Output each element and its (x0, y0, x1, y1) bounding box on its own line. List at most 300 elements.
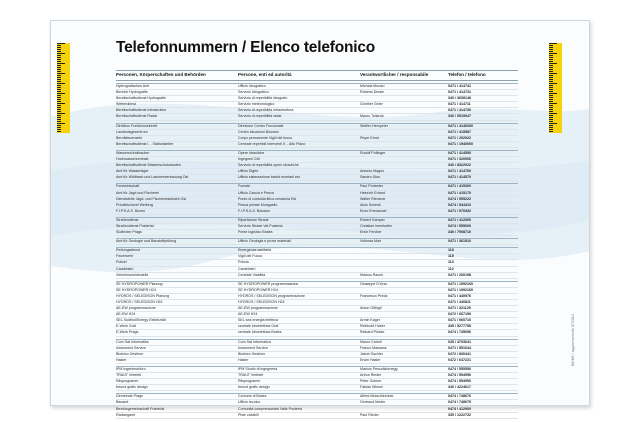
cell-entity: HYDROS / SELEDISON programmazione (238, 293, 305, 298)
ruler-tick (57, 77, 61, 78)
cell-phone: 0471 / 440976 (448, 293, 471, 298)
table-row (116, 413, 518, 419)
ruler-tick (549, 103, 557, 104)
table-row (116, 175, 518, 181)
side-note: BIKNE / aggiornamento 07/2013 (571, 314, 575, 366)
cell-responsible: Peyer Ernst (360, 135, 379, 140)
cell-entity: IPM Studio di ingegneria (238, 366, 278, 371)
cell-person: Südtiroler Prags (116, 230, 142, 235)
cell-person: E-Werk Prags (116, 330, 139, 335)
cell-responsible: Markus Rauch (360, 272, 384, 277)
ruler-tick (57, 75, 61, 76)
column-header-responsible: Verantwortlicher / responsabile (360, 72, 429, 77)
cell-phone: 0471 / 415300 (448, 184, 471, 189)
ruler-tick (549, 65, 553, 66)
ruler-tick (57, 111, 61, 112)
ruler-tick (57, 79, 61, 80)
cell-responsible: Christian Innerkofler (360, 223, 393, 228)
cell-person: Feuerwehr (116, 254, 134, 259)
cell-phone: 0474 / 555222 (448, 196, 471, 201)
ruler-tick (57, 117, 61, 118)
ruler-tick (57, 59, 61, 60)
cell-responsible: Alois Schenk (360, 202, 381, 207)
cell-person: SE HYDROPOWER H24 (116, 287, 156, 292)
cell-entity: Centrale reperibili Interventi II. - Alto Piano (238, 141, 306, 146)
cell-phone: 335 / 5277758 (448, 324, 471, 329)
ruler-tick (549, 81, 553, 82)
cell-person: SE HYDROPOWER Planung (116, 281, 163, 286)
cell-entity: Servizio meteorologico (238, 102, 275, 107)
table-group (116, 339, 518, 364)
cell-entity: Servizio di reperibilità idrografo (238, 96, 288, 101)
ruler-tick (549, 107, 553, 108)
cell-responsible: Giuseppe D'Urso (360, 281, 388, 286)
ruler-tick (549, 87, 553, 88)
cell-phone: 340 / 8322022 (448, 163, 471, 168)
cell-entity: Ufficio sistemazione bacini montani est (238, 175, 300, 180)
cell-person: TRAUT Vertrieb (116, 373, 142, 378)
ruler-tick (57, 67, 61, 68)
cell-entity: Comunità comprensoriale Valle Pusteria (238, 406, 302, 411)
cell-responsible: Antonio Magno (360, 169, 385, 174)
page-title: Telefonnummern / Elenco telefonico (116, 39, 376, 56)
cell-person: Berufsfeuerwehr (116, 135, 143, 140)
cell-entity: Centrale Viabilità (238, 272, 266, 277)
cell-entity: Comune di Braies (238, 394, 267, 399)
cell-entity: centrale idroelettrica Braies (238, 330, 282, 335)
table-group (116, 281, 518, 337)
ruler-tick (57, 55, 61, 56)
cell-person: AE-EW programmazione (116, 306, 156, 311)
ruler-right (549, 43, 562, 133)
ruler-tick (57, 101, 61, 102)
ruler-tick (57, 109, 61, 110)
cell-entity: Ingegneri 24h (238, 157, 260, 162)
cell-phone: 340 / 7908710 (448, 230, 471, 235)
ruler-tick (57, 81, 61, 82)
ruler-tick (549, 85, 553, 86)
cell-person: Com Sat Informatiks (116, 339, 149, 344)
ruler-tick (549, 97, 553, 98)
cell-phone: 0474 / 555556 (448, 366, 471, 371)
cell-responsible: Fabian Wiesel (360, 385, 383, 390)
ruler-tick (57, 93, 65, 94)
table-row (116, 330, 518, 336)
ruler-tick (549, 125, 553, 126)
ruler-tick (549, 51, 553, 52)
cell-responsible: Robert Gamper (360, 217, 385, 222)
cell-entity: Emergenza sanitaria (238, 248, 271, 253)
cell-phone: 0471 / 202022 (448, 135, 471, 140)
table-row (116, 114, 518, 120)
cell-phone: 340 / 3608148 (448, 96, 471, 101)
table-group (116, 83, 518, 121)
cell-person: Amt für Geologie und Baustoffprüfung (116, 239, 177, 244)
cell-person: IPM Ingenieurbüro (116, 366, 146, 371)
cell-person: Rilsprogramm (116, 379, 139, 384)
column-header-phone: Telefon / telefono (448, 72, 486, 77)
cell-phone: 0472 / 647221 (448, 357, 471, 362)
ruler-tick (57, 65, 61, 66)
cell-person: Hydrografisches Amt (116, 84, 150, 88)
ruler-tick (549, 93, 557, 94)
ruler-tick (549, 111, 553, 112)
ruler-tick (549, 101, 553, 102)
cell-entity: Servizio Idrografico (238, 90, 269, 95)
cell-entity: Pesca private Mungaello (238, 202, 278, 207)
cell-responsible: Paul Rieder (360, 412, 379, 417)
cell-responsible: Markus Pescolldurnegg (360, 366, 398, 371)
cell-person: F.I.P.S.A.S. Bozen (116, 208, 146, 213)
cell-phone: 0471 / 551044 (448, 345, 471, 350)
table-group (116, 183, 518, 214)
ruler-tick (57, 131, 61, 132)
ruler-tick (57, 69, 61, 70)
cell-responsible: Gertraud Meder (360, 400, 386, 405)
cell-person: Direktion Funktionseinheit (116, 123, 158, 128)
ruler-tick (549, 59, 553, 60)
table-row (116, 273, 518, 279)
cell-entity: Ponte logistico Braies (238, 230, 273, 235)
cell-responsible: Erwin Hasler (360, 357, 381, 362)
ruler-tick (549, 95, 553, 96)
cell-entity: Foreste (238, 184, 251, 189)
ruler-tick (549, 75, 553, 76)
cell-phone: 0471 / 414570 (448, 175, 471, 180)
cell-phone: 0471 / 200198 (448, 272, 471, 277)
ruler-tick (549, 73, 557, 74)
table-group (116, 150, 518, 181)
cell-entity: Servizio di reperibilità infrastruttura (238, 108, 294, 113)
cell-person: Bereitschaftsdienst Infrastruktur (116, 108, 167, 113)
cell-phone: 340 / 4224617 (448, 385, 471, 390)
cell-phone: 112 (448, 266, 454, 271)
ruler-tick (57, 85, 61, 86)
table-group (116, 393, 518, 418)
cell-entity: SE HYDROPOWER H24 (238, 287, 278, 292)
ruler-tick (549, 55, 553, 56)
phone-table (116, 70, 518, 419)
cell-phone: 0474 / 544410 (448, 202, 471, 207)
cell-person: Gemeinde Prags (116, 394, 143, 399)
cell-responsible: Enzo Emmanuel (360, 208, 387, 213)
cell-person: Instrument Service (116, 345, 146, 350)
cell-entity: Corpo permanente Vigili del fuoco (238, 135, 293, 140)
cell-person: Polizei (116, 260, 127, 265)
cell-responsible: Heinrich Erhard (360, 190, 385, 195)
cell-person: Hochwasserzentrale (116, 157, 149, 162)
ruler-tick (57, 129, 61, 130)
table-group (116, 123, 518, 148)
cell-person: Hasler (116, 357, 127, 362)
ruler-tick (549, 69, 553, 70)
table-row (116, 239, 518, 245)
cell-phone: 0471 / 1992160 (448, 281, 473, 286)
cell-entity: Servizio Strade Val Pusteria (238, 223, 283, 228)
cell-responsible: Reinhold Huber (360, 324, 385, 329)
cell-person: Bereitschaftsdienst Wasserschutzbauten (116, 163, 181, 168)
cell-person: Straßendienst (116, 217, 139, 222)
cell-person: Bioleico Gestiner (116, 351, 144, 356)
cell-phone: 0474 / 555000 (448, 223, 471, 228)
cell-responsible: Armin Kager (360, 318, 380, 323)
cell-phone: 0471 / 320006 (448, 157, 471, 162)
cell-entity: Centro situazioni Bolzano (238, 129, 279, 134)
ruler-tick (57, 95, 61, 96)
cell-person: SEL Sudtirol/Energy Elektrizität (116, 318, 166, 323)
ruler-tick (549, 61, 553, 62)
table-row (116, 230, 518, 236)
cell-entity: TRAUT Vertrieb (238, 373, 264, 378)
ruler-tick (549, 109, 553, 110)
ruler-tick (57, 71, 61, 72)
cell-person: Privatfischerei Weiberg (116, 202, 153, 207)
ruler-tick (57, 63, 65, 64)
cell-entity: Polizia (238, 260, 249, 265)
ruler-tick (549, 119, 553, 120)
ruler-tick (549, 77, 553, 78)
ruler-tick (549, 79, 553, 80)
ruler-tick (57, 49, 61, 50)
cell-phone: 0474 / 748676 (448, 394, 471, 399)
ruler-tick (57, 45, 61, 46)
cell-responsible: Rudolf Pollinger (360, 150, 386, 155)
ruler-tick (57, 53, 65, 54)
cell-entity: Ufficio Geologia e prove materiali (238, 239, 291, 244)
cell-phone: 0474 / 412900 (448, 406, 471, 411)
cell-person: HYDROS / SELEDISON Planung (116, 293, 170, 298)
cell-responsible: Franco Massanz (360, 345, 387, 350)
cell-entity: HYDROS / SELEDISON H24 (238, 300, 285, 304)
ruler-tick (549, 89, 553, 90)
cell-phone: 0471 / 414731 (448, 90, 471, 95)
table-header (116, 70, 518, 81)
cell-phone: 0471 / 414711 (448, 102, 471, 107)
cell-entity: freund grafic design (238, 385, 270, 390)
cell-person: Bereitschaftsdienst Hydrografie (116, 96, 166, 101)
cell-entity: Servizio di reperibilità radar (238, 114, 282, 119)
ruler-tick (549, 123, 557, 124)
ruler-tick (57, 123, 65, 124)
cell-phone: 0471 / 414730 (448, 108, 471, 113)
cell-phone: 0472 / 830441 (448, 351, 471, 356)
cell-phone: 0471 / 412000 (448, 217, 471, 222)
cell-responsible: Michela Munari (360, 84, 385, 88)
cell-phone: 0471 / 1940000 (448, 141, 473, 146)
cell-entity: Com Sat Informatica (238, 339, 271, 344)
column-header-entities: Persone, enti ed autorità (238, 72, 292, 77)
table-body (116, 83, 518, 419)
ruler-tick (57, 125, 61, 126)
ruler-tick (549, 83, 557, 84)
ruler-tick (549, 43, 557, 44)
ruler-tick (549, 71, 553, 72)
ruler-tick (57, 103, 65, 104)
cell-entity: AE-EW programmazione (238, 306, 278, 311)
cell-phone: 335 / 1222732 (448, 412, 471, 417)
cell-person: HYDROS / SELEDISON H24 (116, 300, 163, 304)
cell-phone: 0471 / 414700 (448, 169, 471, 174)
cell-responsible: Günther Geier (360, 102, 383, 107)
cell-entity: Instrument Service (238, 345, 268, 350)
ruler-tick (549, 49, 553, 50)
cell-responsible: Alfred Mutschlechner (360, 394, 394, 399)
cell-phone: 0472 / 667190 (448, 312, 471, 317)
cell-phone: 0471 / 361510 (448, 239, 471, 244)
cell-person: Carabinieri (116, 266, 134, 271)
cell-responsible: Arthur Rieder (360, 373, 382, 378)
table-row (116, 142, 518, 148)
table-group (116, 238, 518, 245)
cell-person: Amt für Wasserlager (116, 169, 149, 174)
cell-phone: 0471 / 321125 (448, 306, 471, 311)
cell-responsible: Mauro Tollardo (360, 114, 384, 119)
ruler-tick (57, 87, 61, 88)
cell-person: Radwegamt (116, 412, 136, 417)
ruler-tick (57, 73, 65, 74)
ruler-tick (57, 121, 61, 122)
ruler-tick (549, 131, 553, 132)
ruler-tick (549, 67, 553, 68)
cell-person: Amt für Jagd und Fischerei (116, 190, 159, 195)
column-header-persons: Personen, Körperschaften und Behörden (116, 72, 206, 77)
cell-person: Straßendienst Pustertal (116, 223, 154, 228)
table-group (116, 247, 518, 278)
cell-phone: 115 (448, 254, 454, 259)
cell-phone: 113 (448, 260, 454, 265)
ruler-tick (549, 105, 553, 106)
ruler-tick (57, 99, 61, 100)
ruler-tick (57, 57, 61, 58)
cell-entity: Ripartizione Strade (238, 217, 269, 222)
cell-phone: 045 / 4703641 (448, 339, 471, 344)
cell-entity: Rilsprogramm (238, 379, 261, 384)
cell-phone: 0474 / 554950 (448, 379, 471, 384)
cell-person: AE-EW H24 (116, 312, 136, 317)
ruler-tick (57, 61, 61, 62)
cell-entity: AE-EW H24 (238, 312, 258, 317)
cell-entity: Carabinieri (238, 266, 256, 271)
ruler-tick (57, 127, 61, 128)
ruler-tick (549, 91, 553, 92)
ruler-tick (57, 119, 61, 120)
ruler-tick (549, 129, 553, 130)
ruler-tick (57, 43, 65, 44)
cell-person: Bereitschaftsdienst I. - Stationsleiter (116, 141, 174, 146)
table-row (116, 209, 518, 215)
ruler-tick (549, 45, 553, 46)
cell-entity: Opere idrauliche (238, 150, 265, 155)
ruler-tick (57, 113, 65, 114)
ruler-tick (57, 91, 61, 92)
cell-phone: 0471 / 4146000 (448, 123, 473, 128)
ruler-tick (57, 107, 61, 108)
ruler-tick (57, 97, 61, 98)
cell-person: Landeslagezentrum (116, 129, 148, 134)
cell-person: Bereitschaftsdienst Radar (116, 114, 158, 119)
cell-phone: 0471 / 060710 (448, 318, 471, 323)
table-group (116, 366, 518, 391)
cell-responsible: Sandro Gius (360, 175, 380, 180)
cell-phone: 0471 / 440811 (448, 300, 471, 304)
ruler-tick (549, 113, 557, 114)
cell-person: E-Werk Graf (116, 324, 136, 329)
document-sheet (50, 20, 590, 417)
cell-entity: Piste ciclabili (238, 412, 259, 417)
table-group (116, 217, 518, 236)
ruler-tick (57, 51, 61, 52)
ruler-tick (549, 57, 553, 58)
cell-person: Wetterdienst (116, 102, 137, 107)
ruler-tick (549, 63, 557, 64)
cell-entity: Bioleico Gestiner (238, 351, 266, 356)
cell-responsible: Peter Golmer (360, 379, 382, 384)
table-row (116, 358, 518, 364)
cell-phone: 0471 / 970332 (448, 208, 471, 213)
ruler-tick (57, 89, 61, 90)
cell-responsible: Steffen Hempeler (360, 123, 388, 128)
cell-responsible: Paul Profanter (360, 184, 383, 189)
cell-person: Verkehrsmeldestelle (116, 272, 149, 277)
cell-responsible: Volkmar Mair (360, 239, 381, 244)
cell-person: Wasserschutzbauten (116, 150, 150, 155)
cell-person: Forstwirtschaft (116, 184, 140, 189)
cell-phone: 0471 / 415170 (448, 190, 471, 195)
cell-responsible: Jakob Gschler (360, 351, 383, 356)
cell-responsible: Mauro Carioti (360, 339, 382, 344)
cell-entity: Hasler (238, 357, 249, 362)
cell-phone: 0474 / 748675 (448, 400, 471, 405)
cell-phone: 118 (448, 248, 454, 253)
cell-entity: Servizio di reperibilità opere idrauliche (238, 163, 299, 168)
cell-responsible: Anton Gittrigil (360, 306, 382, 311)
cell-phone: 340 / 0515047 (448, 114, 471, 119)
cell-person: freund grafic design (116, 385, 148, 390)
cell-entity: F.I.P.S.A.S. Bolzano (238, 208, 270, 213)
cell-responsible: Roberto Dinale (360, 90, 384, 95)
ruler-tick (57, 115, 61, 116)
cell-responsible: Reinard Plosier (360, 330, 385, 335)
ruler-tick (549, 53, 557, 54)
cell-entity: Vigili del Fuoco (238, 254, 263, 259)
cell-entity: SEL sea energia elettrica (238, 318, 279, 323)
ruler-tick (549, 117, 553, 118)
cell-entity: Ufficio tecnico (238, 400, 261, 405)
cell-responsible: Francesco Preda (360, 293, 388, 298)
cell-responsible: Walter Rienzner (360, 196, 386, 201)
cell-responsible: Erich Fercher (360, 230, 382, 235)
ruler-tick (549, 127, 553, 128)
cell-person: Rettungsdienst (116, 248, 140, 253)
ruler-tick (57, 83, 65, 84)
cell-phone: 0471 / 415587 (448, 129, 471, 134)
cell-entity: Direzione Centro Funzionale (238, 123, 284, 128)
cell-person: Dienststelle Jagd- und Fischereiaufsicht Ost (116, 196, 187, 201)
cell-entity: Ufficio Caccia e Pesca (238, 190, 274, 195)
cell-person: Amt für Wildbach und Lawinenverbauung Ost (116, 175, 189, 180)
cell-entity: SE HYDROPOWER programmazione (238, 281, 299, 286)
ruler-tick (549, 121, 553, 122)
ruler-tick (549, 99, 553, 100)
cell-entity: Punto di custodia ittico-venatoria Est (238, 196, 297, 201)
cell-phone: 0471 / 414550 (448, 150, 471, 155)
cell-entity: Ufficio Dighe (238, 169, 259, 174)
cell-person: Bezirksgemeinschaft Pustertal (116, 406, 165, 411)
cell-entity: centrale idroelettrica Graf (238, 324, 279, 329)
cell-person: Bereich Hydrografie (116, 90, 148, 95)
cell-phone: 0474 / 745096 (448, 330, 471, 335)
ruler-tick (57, 47, 61, 48)
